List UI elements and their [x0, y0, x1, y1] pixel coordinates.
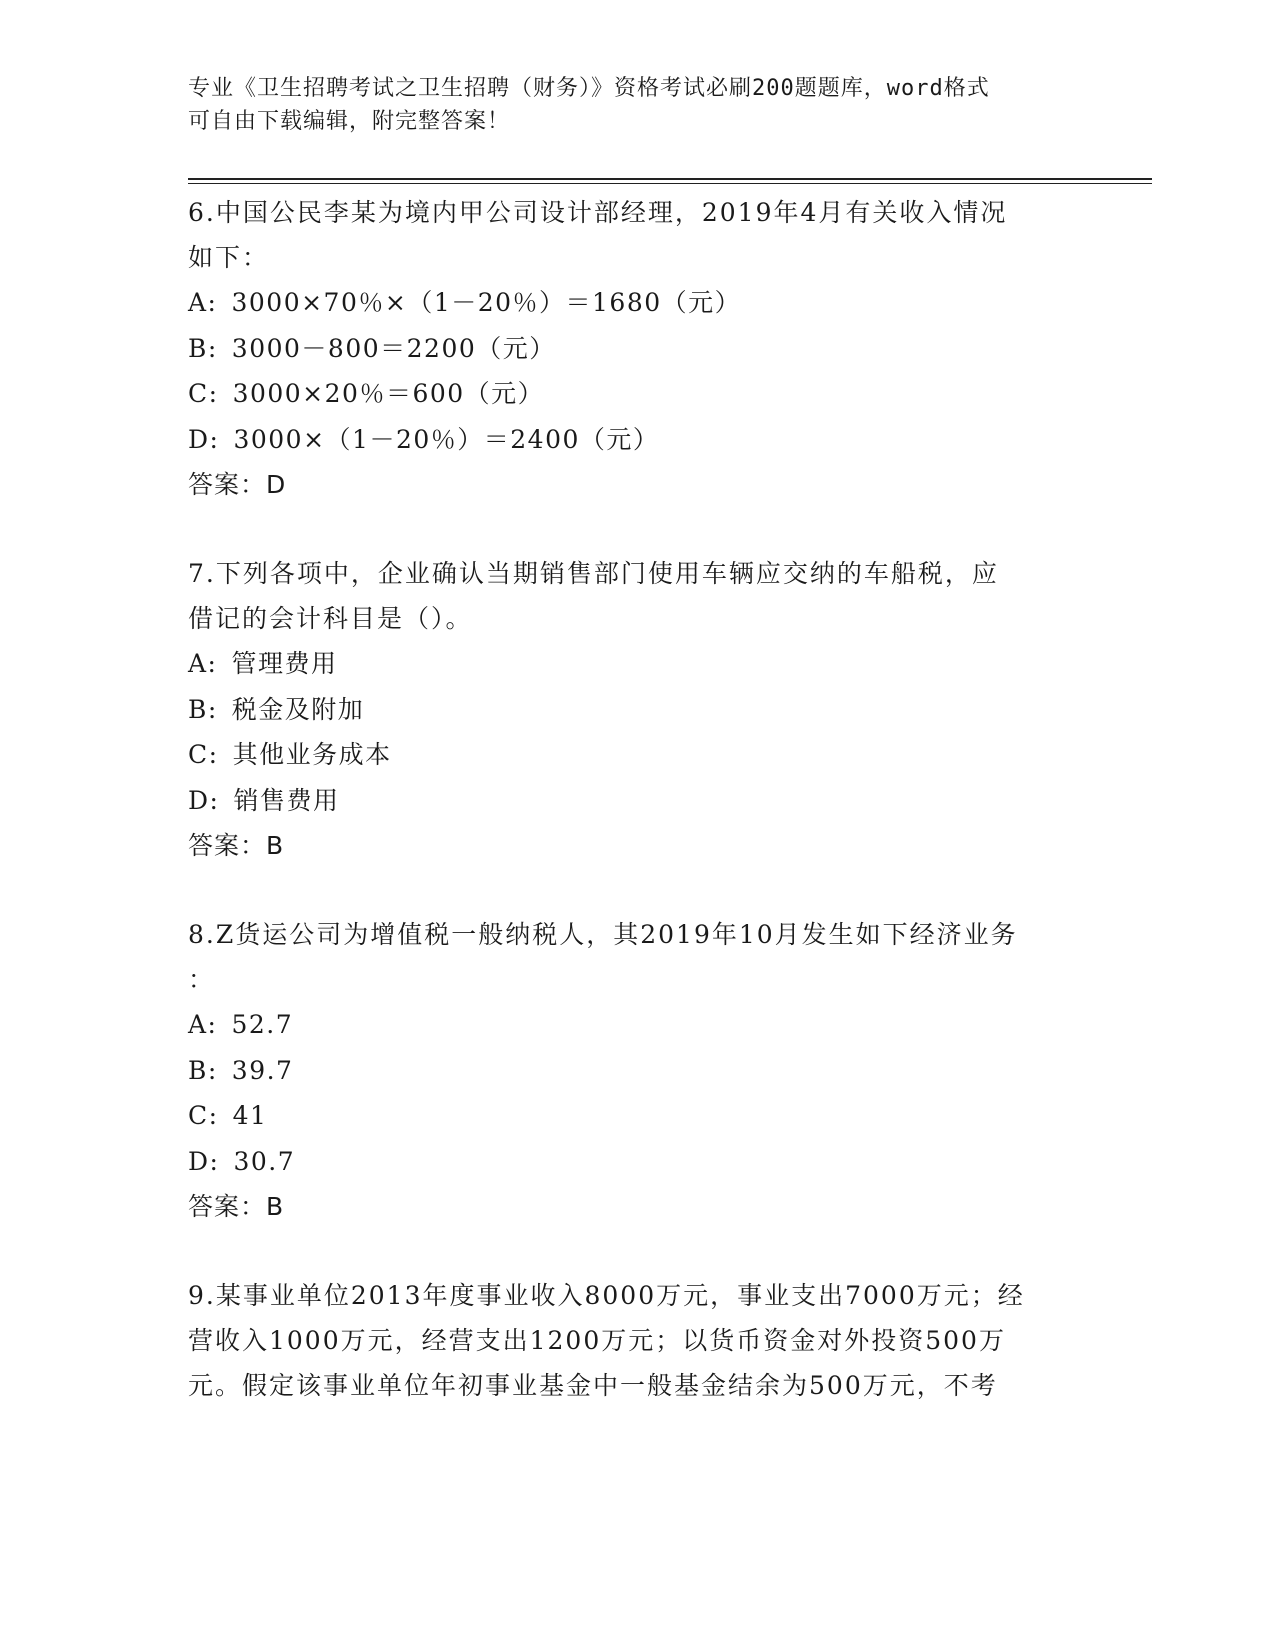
option-d [188, 1139, 1088, 1185]
option-a [188, 280, 1088, 326]
question-text [188, 912, 1088, 1002]
question-text [188, 551, 1088, 641]
option-b [188, 1048, 1088, 1094]
option-label: A: [188, 1010, 218, 1039]
option-text: 3000×（1－20％）＝2400（元） [233, 424, 660, 454]
document-header [188, 72, 1068, 138]
question-text-line: 6.中国公民李某为境内甲公司设计部经理，2019年4月有关收入情况 [188, 198, 1008, 227]
question-item [188, 1273, 1088, 1408]
answer-line: 答案：B [188, 1192, 285, 1221]
option-c [188, 1093, 1088, 1139]
option-text: 税金及附加 [231, 694, 365, 724]
header-line-1: 专业《卫生招聘考试之卫生招聘（财务）》资格考试必刷200题题库，word格式 [188, 76, 990, 101]
answer-line: 答案：B [188, 831, 285, 860]
question-text-line: 营收入1000万元，经营支出1200万元；以货币资金对外投资500万 [188, 1326, 1006, 1355]
option-text: 30.7 [233, 1146, 296, 1176]
option-text: 52.7 [231, 1010, 294, 1039]
option-label: A: [188, 649, 218, 678]
option-c [188, 371, 1088, 417]
option-a [188, 641, 1088, 687]
option-text: 3000－800＝2200（元） [231, 333, 556, 363]
option-label: B: [188, 1055, 218, 1085]
option-label: C: [188, 1101, 219, 1130]
option-label: B: [188, 333, 218, 363]
question-list [188, 190, 1088, 1452]
question-text-line: 元。假定该事业单位年初事业基金中一般基金结余为500万元，不考 [188, 1371, 998, 1400]
option-label: A: [188, 288, 218, 317]
option-text: 其他业务成本 [232, 740, 392, 769]
option-text: 41 [232, 1101, 268, 1130]
option-a [188, 1002, 1088, 1048]
option-text: 销售费用 [233, 785, 340, 815]
question-item [188, 551, 1088, 868]
option-d [188, 778, 1088, 824]
question-item [188, 912, 1088, 1229]
option-label: C: [188, 740, 219, 769]
option-b [188, 687, 1088, 733]
option-label: D: [188, 785, 220, 815]
question-text [188, 1273, 1088, 1408]
question-text-line: ： [188, 965, 216, 994]
question-text-line: 如下： [188, 243, 270, 272]
option-label: B: [188, 694, 218, 724]
header-divider-thick [188, 178, 1152, 180]
option-label: D: [188, 424, 220, 454]
option-b [188, 326, 1088, 372]
question-item [188, 190, 1088, 507]
option-d [188, 417, 1088, 463]
option-label: C: [188, 379, 219, 408]
question-text-line: 8.Z货运公司为增值税一般纳税人，其2019年10月发生如下经济业务 [188, 920, 1018, 949]
header-divider-thin [188, 183, 1152, 184]
option-text: 3000×70％×（1－20％）＝1680（元） [231, 288, 742, 317]
question-text-line: 7.下列各项中，企业确认当期销售部门使用车辆应交纳的车船税，应 [188, 559, 999, 588]
option-label: D: [188, 1146, 220, 1176]
question-text [188, 190, 1088, 280]
header-line-2: 可自由下载编辑，附完整答案！ [188, 109, 511, 134]
question-text-line: 借记的会计科目是（）。 [188, 604, 473, 633]
answer-line: 答案：D [188, 470, 287, 499]
option-text: 39.7 [231, 1055, 294, 1085]
question-text-line: 9.某事业单位2013年度事业收入8000万元，事业支出7000万元；经 [188, 1281, 1025, 1310]
option-text: 管理费用 [231, 649, 338, 678]
option-c [188, 732, 1088, 778]
option-text: 3000×20％＝600（元） [232, 379, 545, 408]
